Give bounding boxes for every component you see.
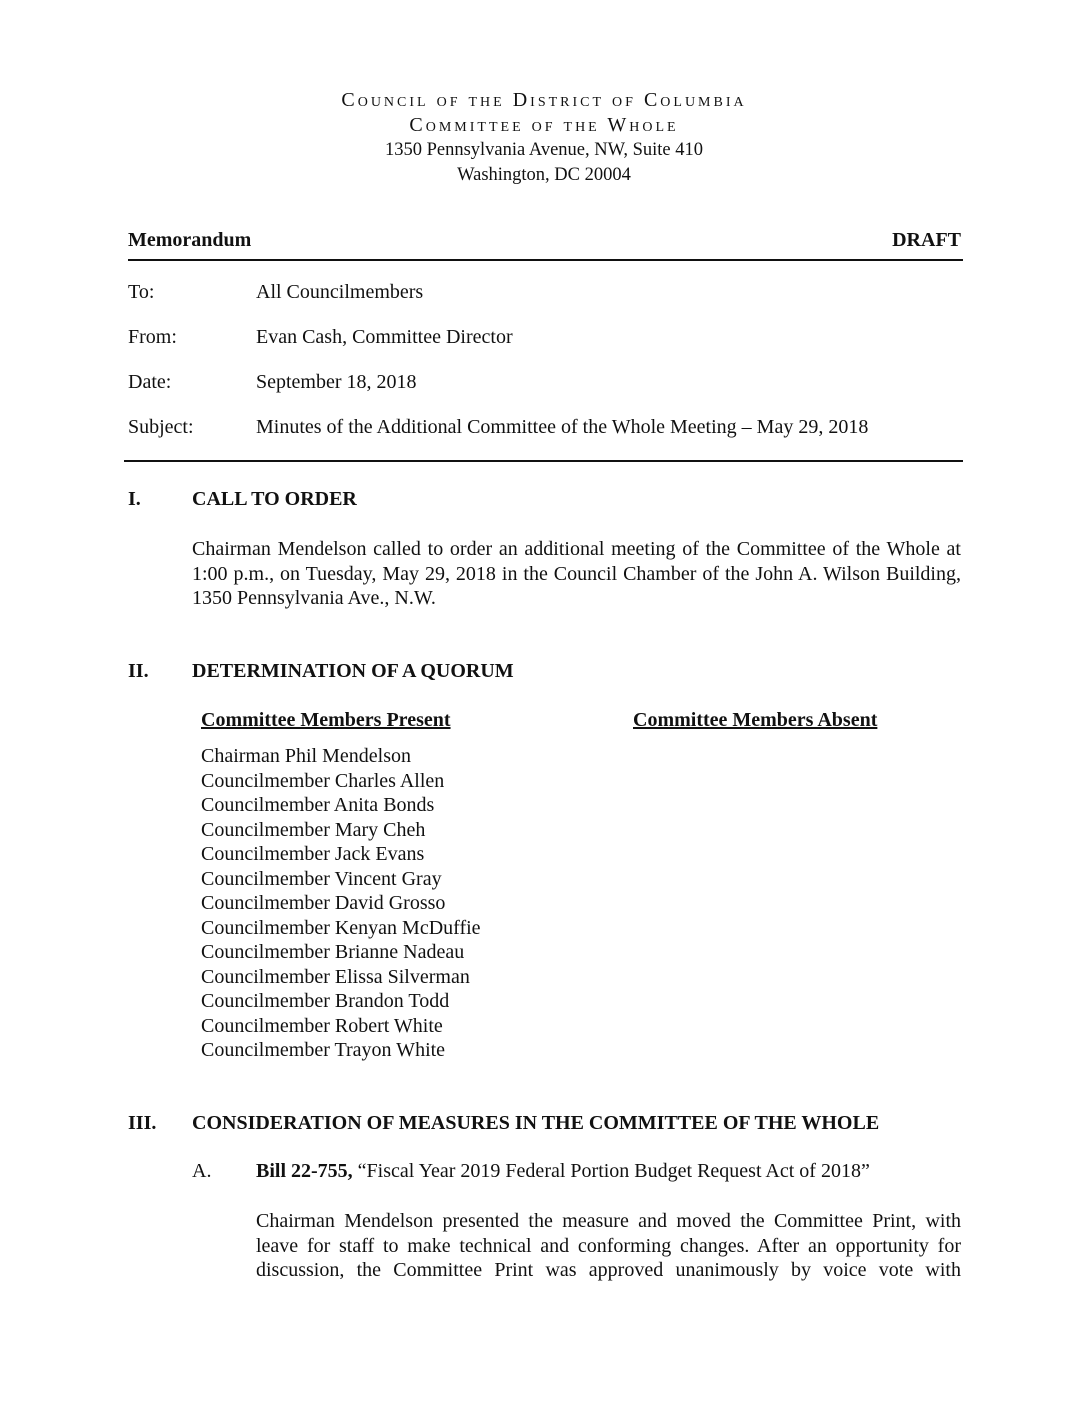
header-divider [124,460,963,462]
org-name: Council of the District of Columbia [341,89,747,111]
list-item: Councilmember Trayon White [201,1039,446,1061]
field-value: All Councilmembers [256,281,424,303]
field-value: Minutes of the Additional Committee of the Whole Meeting – May 29, 2018 [256,416,869,438]
list-item: Councilmember Brandon Todd [201,990,450,1012]
field-label: From: [128,326,177,348]
members-present-list [201,744,481,1063]
section-1-body: Chairman Mendelson called to order an additional meeting of the Committee of the Whole at 1:00 p.m., on Tuesday, May 29, 2018 in the Council Chamber of the John A. Wilson Building, 1350 Pennsylvania Ave., N.W. [192,538,961,609]
list-item: Councilmember Jack Evans [201,843,425,865]
section-1-title: CALL TO ORDER [192,488,357,510]
item-a-body: Chairman Mendelson presented the measure and moved the Committee Print, with leave for staff to make technical and conforming changes. After an opportunity for discussion, the Committee Print was approved unanimously by voice vote with [256,1210,961,1281]
list-item: Councilmember Elissa Silverman [201,965,470,988]
item-a-heading [256,1160,870,1183]
list-item: Councilmember Charles Allen [201,769,445,792]
letterhead [0,88,1088,188]
item-a-letter: A. [192,1160,212,1182]
field-label: Subject: [128,416,194,438]
memo-title: Memorandum [128,229,252,251]
list-item: Councilmember Robert White [201,1014,443,1037]
members-present-heading: Committee Members Present [201,709,451,731]
list-item: Councilmember Mary Cheh [201,818,426,841]
address-line-2: Washington, DC 20004 [457,165,631,185]
section-3-title: CONSIDERATION OF MEASURES IN THE COMMITTEE OF THE WHOLE [192,1112,880,1134]
field-label: To: [128,281,155,303]
bill-title: “Fiscal Year 2019 Federal Portion Budget Request Act of 2018” [357,1160,870,1182]
list-item: Councilmember Anita Bonds [201,794,435,816]
bill-number: Bill 22-755, [256,1160,353,1182]
list-item: Councilmember Vincent Gray [201,867,442,890]
committee-name: Committee of the Whole [409,114,679,136]
field-value: Evan Cash, Committee Director [256,326,513,348]
memo-header [128,229,963,261]
draft-label: DRAFT [892,229,961,251]
list-item: Chairman Phil Mendelson [201,745,411,767]
section-2-number: II. [128,660,149,682]
list-item: Councilmember Kenyan McDuffie [201,916,481,939]
address-line-1: 1350 Pennsylvania Avenue, NW, Suite 410 [384,140,704,160]
field-label: Date: [128,371,172,393]
field-value: September 18, 2018 [256,371,417,393]
list-item: Councilmember Brianne Nadeau [201,941,465,963]
members-absent-heading: Committee Members Absent [633,709,878,731]
section-3-number: III. [128,1112,157,1134]
section-1-number: I. [128,488,141,510]
section-2-title: DETERMINATION OF A QUORUM [192,660,514,682]
list-item: Councilmember David Grosso [201,892,446,914]
